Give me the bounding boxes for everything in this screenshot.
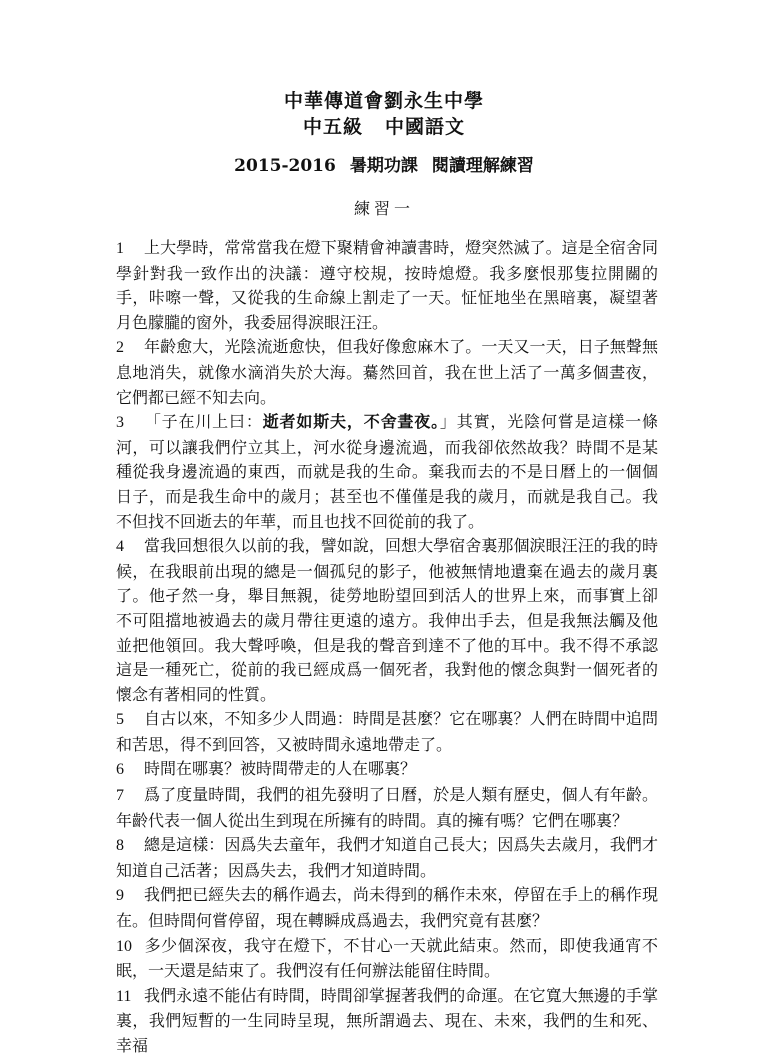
document-header	[0, 88, 768, 178]
quote-bold: 逝者如斯夫，不舍晝夜。	[262, 412, 440, 432]
assignment-name: 閱讀理解練習	[431, 156, 534, 176]
paragraph-text: 當我回想很久以前的我，譬如說，回想大學宿舍裏那個淚眼汪汪的我的時候，在我眼前出現的總是一個孤兒的影子，他被無情地遺棄在過去的歲月裏了。他孑然一身，舉目無親，徒勞地盼望回到活人的世界上來，而事實上卻不可阻擋地被過去的歲月帶往更遠的遠方。我伸出手去，但是我無法觸及他並把他領回。我大聲呼喚，但是我的聲音到達不了他的耳中。我不得不承認這是一種死亡，從前的我已經成爲一個死者，我對他的懷念與對一個死者的懷念有著相同的性質。	[116, 536, 658, 704]
subject-label: 中國語文	[385, 116, 466, 138]
paragraph-1	[116, 236, 658, 335]
paragraph-7	[116, 783, 658, 833]
quote-intro: 「子在川上曰：	[144, 412, 263, 432]
paragraph-number: 6	[116, 761, 124, 779]
paragraph-text: 我們永遠不能佔有時間，時間卻掌握著我們的命運。在它寬大無邊的手掌裏，我們短暫的一生同時呈現，無所謂過去、現在、未來，我們的生和死、幸福	[116, 985, 658, 1055]
paragraph-10	[116, 934, 658, 984]
paragraph-8	[116, 833, 658, 883]
paragraph-5	[116, 707, 658, 757]
paragraph-text: 年齡愈大，光陰流逝愈快，但我好像愈麻木了。一天又一天，日子無聲無息地消失，就像水滴消失於大海。驀然回首，我在世上活了一萬多個晝夜，它們都已經不知去向。	[116, 337, 658, 407]
grade-label: 中五級	[302, 116, 363, 138]
paragraph-text: 爲了度量時間，我們的祖先發明了日曆，於是人類有歷史，個人有年齡。年齡代表一個人從出生到現在所擁有的時間。真的擁有嗎？它們在哪裏？	[116, 785, 658, 830]
paragraph-number: 7	[116, 787, 124, 805]
paragraph-9	[116, 883, 658, 933]
paragraph-text: 我們把已經失去的稱作過去，尚未得到的稱作未來，停留在手上的稱作現在。但時間何嘗停留，現在轉瞬成爲過去，我們究竟有甚麼？	[116, 885, 658, 931]
assignment-type: 暑期功課	[349, 156, 418, 176]
course-line	[0, 114, 768, 140]
paragraph-number: 5	[116, 711, 124, 729]
paragraph-4	[116, 534, 658, 707]
exercise-title: 練習一	[353, 199, 414, 218]
paragraph-number: 8	[116, 837, 124, 855]
assignment-line	[0, 154, 768, 178]
paragraph-text: 上大學時，常常當我在燈下聚精會神讀書時，燈突然滅了。這是全宿舍同學針對我一致作出的決議：遵守校規，按時熄燈。我多麼恨那隻拉開關的手，咔嚓一聲，又從我的生命線上割走了一天。怔怔地坐在黑暗裏，凝望著月色朦朧的窗外，我委屈得淚眼汪汪。	[116, 238, 658, 332]
paragraph-number: 1	[116, 240, 124, 257]
school-name: 中華傳道會劉永生中學	[283, 90, 484, 112]
paragraph-2	[116, 335, 658, 410]
paragraph-number: 10	[116, 937, 132, 955]
paragraph-text: 時間在哪裏？被時間帶走的人在哪裏？	[144, 759, 417, 779]
paragraph-number: 11	[116, 987, 132, 1005]
paragraph-3	[116, 410, 658, 534]
paragraph-text: 多少個深夜，我守在燈下，不甘心一天就此結束。然而，即使我通宵不眠，一天還是結束了。我們沒有任何辦法能留住時間。	[116, 935, 658, 981]
paragraph-text: 總是這樣：因爲失去童年，我們才知道自己長大；因爲失去歲月，我們才知道自己活著；因爲失去，我們才知道時間。	[116, 835, 658, 880]
paragraph-number: 2	[116, 339, 124, 357]
paragraph-number: 4	[116, 538, 124, 556]
paragraph-11	[116, 984, 658, 1059]
reading-passage	[116, 236, 658, 1059]
paragraph-number: 9	[116, 887, 124, 905]
paragraph-number: 3	[116, 414, 124, 432]
academic-year: 2015-2016	[234, 156, 336, 176]
paragraph-6	[116, 757, 658, 783]
paragraph-text: 自古以來，不知多少人問過：時間是甚麼？它在哪裏？人們在時間中追問和苦思，得不到回答，又被時間永遠地帶走了。	[116, 709, 658, 754]
paragraph-text: 」其實，光陰何嘗是這樣一條河，可以讓我們佇立其上，河水從身邊流過，而我卻依然故我？時間不是某種從我身邊流過的東西，而就是我的生命。棄我而去的不是日曆上的一個個日子，而是我生命中的歲月；甚至也不僅僅是我的歲月，而就是我自己。我不但找不回逝去的年華，而且也找不回從前的我了。	[116, 412, 658, 531]
